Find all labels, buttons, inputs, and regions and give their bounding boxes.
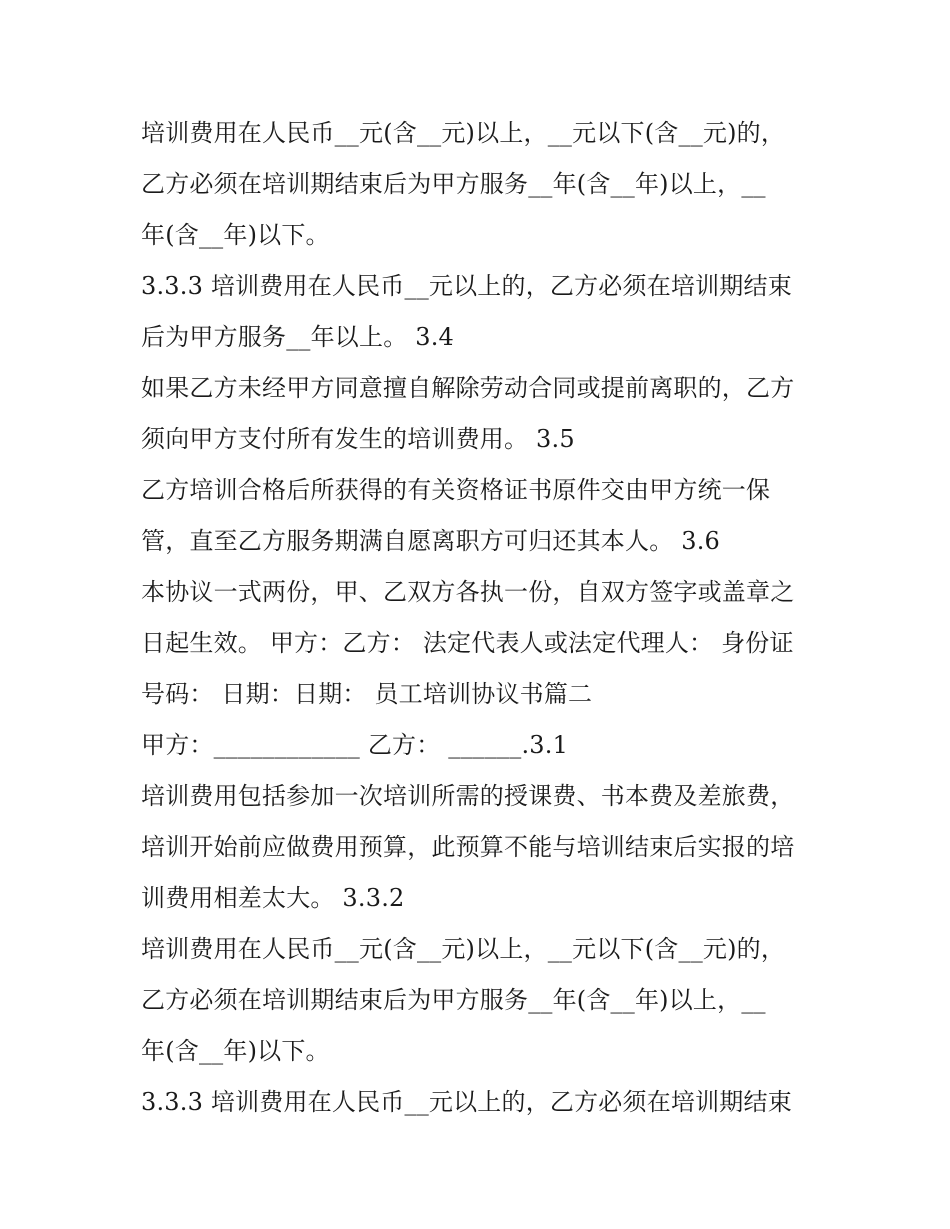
text-line: 3.3.3 培训费用在人民币__元以上的，乙方必须在培训期结束 (141, 1088, 792, 1116)
text-line: 培训费用包括参加一次培训所需的授课费、书本费及差旅费， (141, 782, 795, 810)
text-line: 乙方必须在培训期结束后为甲方服务__年(含__年)以上，__ (141, 170, 766, 198)
text-line: 培训费用在人民币__元(含__元)以上，__元以下(含__元)的， (141, 119, 786, 147)
text-line: 年(含__年)以下。 (141, 1037, 330, 1065)
text-line: 乙方培训合格后所获得的有关资格证书原件交由甲方统一保 (141, 476, 771, 504)
text-line: 年(含__年)以下。 (141, 221, 330, 249)
text-line: 培训开始前应做费用预算，此预算不能与培训结束后实报的培 (141, 833, 795, 861)
text-line: 日起生效。 甲方：乙方： 法定代表人或法定代理人： 身份证 (141, 629, 794, 657)
text-line: 号码： 日期：日期： 员工培训协议书篇二 (141, 680, 593, 708)
text-line: 训费用相差太大。 3.3.2 (141, 884, 405, 912)
text-line: 3.3.3 培训费用在人民币__元以上的，乙方必须在培训期结束 (141, 272, 792, 300)
document-body (141, 108, 841, 1128)
text-line: 管，直至乙方服务期满自愿离职方可归还其本人。 3.6 (141, 527, 720, 555)
text-line: 本协议一式两份，甲、乙双方各执一份，自双方签字或盖章之 (141, 578, 795, 606)
text-line: 后为甲方服务__年以上。 3.4 (141, 323, 454, 351)
text-line: 乙方必须在培训期结束后为甲方服务__年(含__年)以上，__ (141, 986, 766, 1014)
text-line: 培训费用在人民币__元(含__元)以上，__元以下(含__元)的， (141, 935, 786, 963)
text-line: 甲方：____________ 乙方： ______.3.1 (141, 731, 569, 759)
text-line: 须向甲方支付所有发生的培训费用。 3.5 (141, 425, 575, 453)
text-line: 如果乙方未经甲方同意擅自解除劳动合同或提前离职的，乙方 (141, 374, 795, 402)
